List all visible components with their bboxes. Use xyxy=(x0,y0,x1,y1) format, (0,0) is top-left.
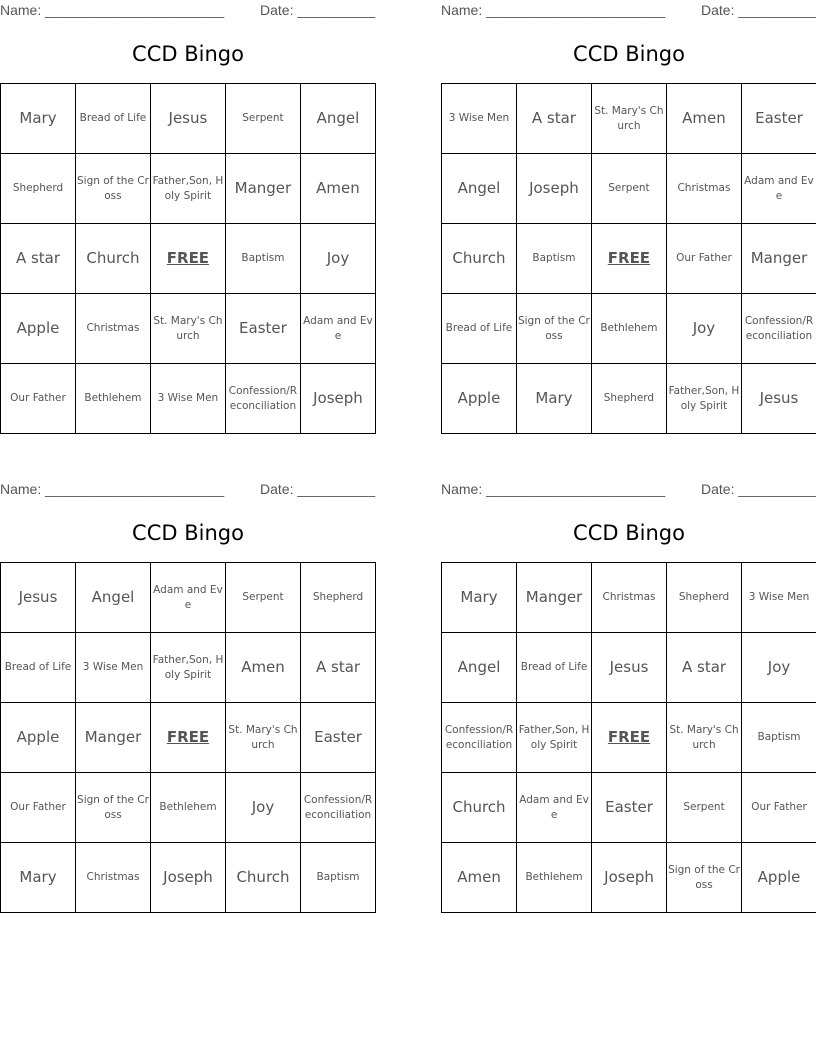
bingo-row xyxy=(1,364,376,434)
bingo-cell[interactable]: A star xyxy=(1,224,76,294)
bingo-cell[interactable]: Church xyxy=(442,773,517,843)
name-field[interactable]: Name: _______________________ xyxy=(441,2,666,18)
bingo-cell[interactable]: Father,Son, Holy Spirit xyxy=(666,364,741,434)
bingo-cell[interactable]: Bethlehem xyxy=(75,364,150,434)
bingo-cell[interactable]: Confession/Reconciliation xyxy=(741,294,816,364)
bingo-cell[interactable]: Jesus xyxy=(1,563,76,633)
bingo-row xyxy=(442,773,816,843)
bingo-cell[interactable]: Angel xyxy=(76,563,151,633)
free-space[interactable]: FREE xyxy=(592,703,667,773)
bingo-cell[interactable]: Bethlehem xyxy=(151,773,226,843)
bingo-row xyxy=(1,84,376,154)
card-header xyxy=(0,479,376,499)
bingo-cell[interactable]: Joy xyxy=(666,294,741,364)
bingo-cell[interactable]: Jesus xyxy=(150,84,225,154)
bingo-cell[interactable]: A star xyxy=(667,633,742,703)
bingo-cell[interactable]: Church xyxy=(75,224,150,294)
bingo-cell[interactable]: Christmas xyxy=(75,294,150,364)
bingo-cell[interactable]: Easter xyxy=(225,294,300,364)
bingo-cell[interactable]: Mary xyxy=(516,364,591,434)
card-header xyxy=(441,0,816,20)
bingo-row xyxy=(1,294,376,364)
bingo-cell[interactable]: Serpent xyxy=(225,84,300,154)
bingo-row xyxy=(1,563,376,633)
bingo-row xyxy=(442,364,816,434)
bingo-cell[interactable]: Jesus xyxy=(741,364,816,434)
bingo-cell[interactable]: Baptism xyxy=(516,224,591,294)
bingo-cell[interactable]: Shepherd xyxy=(301,563,376,633)
bingo-row xyxy=(1,633,376,703)
bingo-cell[interactable]: Shepherd xyxy=(591,364,666,434)
bingo-cell[interactable]: Father,Son, Holy Spirit xyxy=(150,154,225,224)
bingo-cell[interactable]: Apple xyxy=(1,294,76,364)
bingo-cell[interactable]: Confession/Reconciliation xyxy=(225,364,300,434)
bingo-cell[interactable]: Baptism xyxy=(225,224,300,294)
card-title: CCD Bingo xyxy=(573,42,685,66)
name-field[interactable]: Name: _______________________ xyxy=(441,481,666,497)
bingo-cell[interactable]: Manger xyxy=(741,224,816,294)
bingo-row xyxy=(442,294,816,364)
bingo-cell[interactable]: Angel xyxy=(442,633,517,703)
bingo-grid xyxy=(0,562,376,913)
card-title: CCD Bingo xyxy=(132,42,244,66)
date-field[interactable]: Date: __________ xyxy=(260,2,376,18)
bingo-cell[interactable]: Joy xyxy=(225,773,300,843)
bingo-cell[interactable]: Shepherd xyxy=(667,563,742,633)
bingo-cell[interactable]: Serpent xyxy=(667,773,742,843)
bingo-cell[interactable]: Christmas xyxy=(76,843,151,913)
bingo-cell[interactable]: 3 Wise Men xyxy=(442,84,517,154)
name-field[interactable]: Name: _______________________ xyxy=(0,481,225,497)
bingo-cell[interactable]: Bethlehem xyxy=(591,294,666,364)
bingo-cell[interactable]: Confession/Reconciliation xyxy=(301,773,376,843)
bingo-cell[interactable]: Amen xyxy=(225,633,300,703)
bingo-cell[interactable]: 3 Wise Men xyxy=(742,563,816,633)
bingo-cell[interactable]: Church xyxy=(442,224,517,294)
bingo-cell[interactable]: Christmas xyxy=(666,154,741,224)
bingo-cell[interactable]: Confession/Reconciliation xyxy=(442,703,517,773)
bingo-cell[interactable]: Apple xyxy=(1,703,76,773)
bingo-cell[interactable]: Amen xyxy=(300,154,375,224)
bingo-cell[interactable]: Baptism xyxy=(301,843,376,913)
date-field[interactable]: Date: __________ xyxy=(701,2,816,18)
bingo-cell[interactable]: Joseph xyxy=(300,364,375,434)
card-title: CCD Bingo xyxy=(573,521,685,545)
bingo-cell[interactable]: Angel xyxy=(300,84,375,154)
bingo-cell[interactable]: 3 Wise Men xyxy=(150,364,225,434)
bingo-cell[interactable]: Adam and Eve xyxy=(151,563,226,633)
bingo-cell[interactable]: A star xyxy=(516,84,591,154)
bingo-cell[interactable]: Easter xyxy=(592,773,667,843)
bingo-cell[interactable]: Joseph xyxy=(151,843,226,913)
bingo-cell[interactable]: St. Mary's Church xyxy=(225,703,300,773)
bingo-row xyxy=(442,84,816,154)
bingo-row xyxy=(442,703,816,773)
date-field[interactable]: Date: __________ xyxy=(260,481,376,497)
bingo-row xyxy=(442,633,816,703)
bingo-cell[interactable]: Sign of the Cross xyxy=(75,154,150,224)
bingo-cell[interactable]: Sign of the Cross xyxy=(516,294,591,364)
bingo-cell[interactable]: Jesus xyxy=(592,633,667,703)
bingo-cell[interactable]: Amen xyxy=(442,843,517,913)
bingo-row xyxy=(1,224,376,294)
bingo-cell[interactable]: Father,Son, Holy Spirit xyxy=(517,703,592,773)
name-field[interactable]: Name: _______________________ xyxy=(0,2,225,18)
bingo-row xyxy=(1,843,376,913)
bingo-cell[interactable]: Our Father xyxy=(666,224,741,294)
bingo-cell[interactable]: Bread of Life xyxy=(442,294,517,364)
bingo-cell[interactable]: Manger xyxy=(225,154,300,224)
date-field[interactable]: Date: __________ xyxy=(701,481,816,497)
card-header xyxy=(441,479,816,499)
bingo-cell[interactable]: Joy xyxy=(300,224,375,294)
bingo-cell[interactable]: Apple xyxy=(442,364,517,434)
bingo-cell[interactable]: Church xyxy=(225,843,300,913)
bingo-cell[interactable]: Father,Son, Holy Spirit xyxy=(151,633,226,703)
bingo-cell[interactable]: Bread of Life xyxy=(75,84,150,154)
bingo-cell[interactable]: Mary xyxy=(1,843,76,913)
bingo-row xyxy=(442,154,816,224)
bingo-cell[interactable]: St. Mary's Church xyxy=(150,294,225,364)
bingo-cell[interactable]: Sign of the Cross xyxy=(76,773,151,843)
bingo-cell[interactable]: Joseph xyxy=(592,843,667,913)
bingo-cell[interactable]: Joseph xyxy=(516,154,591,224)
bingo-cell[interactable]: Our Father xyxy=(1,773,76,843)
bingo-cell[interactable]: Adam and Eve xyxy=(517,773,592,843)
bingo-cell[interactable]: Mary xyxy=(1,84,76,154)
bingo-row xyxy=(1,703,376,773)
bingo-cell[interactable]: Bread of Life xyxy=(517,633,592,703)
bingo-cell[interactable]: Manger xyxy=(517,563,592,633)
bingo-cell[interactable]: Easter xyxy=(301,703,376,773)
bingo-cell[interactable]: Our Father xyxy=(1,364,76,434)
bingo-cell[interactable]: Serpent xyxy=(591,154,666,224)
bingo-row xyxy=(442,843,816,913)
card-title: CCD Bingo xyxy=(132,521,244,545)
bingo-cell[interactable]: Adam and Eve xyxy=(741,154,816,224)
card-header xyxy=(0,0,376,20)
bingo-cell[interactable]: St. Mary's Church xyxy=(591,84,666,154)
bingo-cell[interactable]: Adam and Eve xyxy=(300,294,375,364)
bingo-cell[interactable]: Our Father xyxy=(742,773,816,843)
bingo-cell[interactable]: Mary xyxy=(442,563,517,633)
bingo-grid xyxy=(441,83,816,434)
bingo-row xyxy=(442,563,816,633)
free-space[interactable]: FREE xyxy=(150,224,225,294)
bingo-cell[interactable]: Joy xyxy=(742,633,816,703)
bingo-row xyxy=(1,773,376,843)
bingo-cell[interactable]: Bethlehem xyxy=(517,843,592,913)
bingo-cell[interactable]: St. Mary's Church xyxy=(667,703,742,773)
bingo-cell[interactable]: Amen xyxy=(666,84,741,154)
bingo-row xyxy=(442,224,816,294)
bingo-cell[interactable]: Shepherd xyxy=(1,154,76,224)
bingo-cell[interactable]: Angel xyxy=(442,154,517,224)
bingo-cell[interactable]: Bread of Life xyxy=(1,633,76,703)
bingo-row xyxy=(1,154,376,224)
bingo-grid xyxy=(441,562,816,913)
free-space[interactable]: FREE xyxy=(591,224,666,294)
bingo-cell[interactable]: Manger xyxy=(76,703,151,773)
free-space[interactable]: FREE xyxy=(151,703,226,773)
bingo-cell[interactable]: Sign of the Cross xyxy=(667,843,742,913)
bingo-cell[interactable]: 3 Wise Men xyxy=(76,633,151,703)
bingo-cell[interactable]: A star xyxy=(301,633,376,703)
bingo-grid xyxy=(0,83,376,434)
bingo-cell[interactable]: Easter xyxy=(741,84,816,154)
bingo-cell[interactable]: Serpent xyxy=(225,563,300,633)
bingo-cell[interactable]: Christmas xyxy=(592,563,667,633)
bingo-cell[interactable]: Apple xyxy=(742,843,816,913)
bingo-cell[interactable]: Baptism xyxy=(742,703,816,773)
